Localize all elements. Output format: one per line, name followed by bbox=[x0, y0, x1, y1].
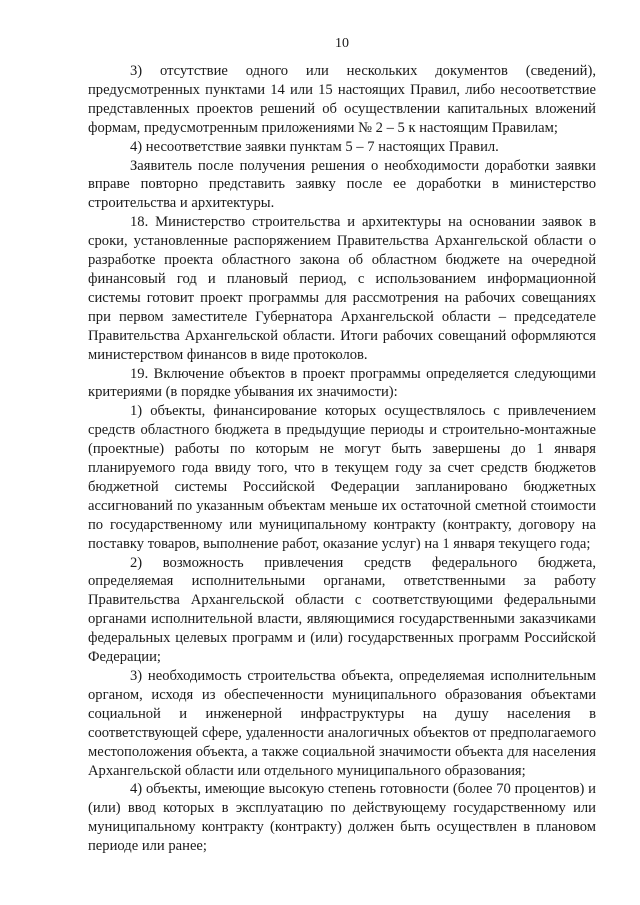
page-number: 10 bbox=[335, 36, 349, 51]
criterion-2: 2) возможность привлечения средств федерального бюджета, определяемая исполнительными органами, ответственными за работу Правительства Архангельской области с соответствующими федеральными органами исполнительной власти, являющимися государственными заказчиками федеральных целевых программ и (или) государственных программ Российской Федерации; bbox=[88, 554, 596, 666]
paragraph-18: 18. Министерство строительства и архитектуры на основании заявок в сроки, установленные распоряжением Правительства Архангельской области о разработке проекта областного закона об областном бюджете на очередной финансовый год и плановый период, с использованием информационной системы готовит проект программы для рассмотрения на рабочих совещаниях при первом заместителе Губернатора Архангельской области – председателе Правительства Архангельской области. Итоги рабочих совещаний оформляются министерством финансов в виде протоколов. bbox=[88, 214, 596, 363]
paragraph-item-3: 3) отсутствие одного или нескольких документов (сведений), предусмотренных пунктами 14 или 15 настоящих Правил, либо несоответствие представленных проектов решений об осуществлении капитальных вложений формам, предусмотренным приложениями № 2 – 5 к настоящим Правилам; bbox=[88, 63, 596, 136]
paragraph-applicant-resubmission: Заявитель после получения решения о необходимости доработки заявки вправе повторно представить заявку после ее доработки в министерство строительства и архитектуры. bbox=[88, 157, 596, 212]
criterion-1: 1) объекты, финансирование которых осуществлялось с привлечением средств областного бюджета в предыдущие периоды и строительно-монтажные (проектные) работы по которым не могут быть завершены до 1 января планируемого года ввиду того, что в текущем году за счет средств бюджетов бюджетной системы Российской Федерации запланировано бюджетных ассигнований по указанным объектам меньше их остаточной сметной стоимости по государственному или муниципальному контракту (контракту, договору на поставку товаров, выполнение работ, оказание услуг) на 1 января текущего года; bbox=[88, 403, 596, 552]
paragraph-item-4: 4) несоответствие заявки пунктам 5 – 7 настоящих Правил. bbox=[130, 138, 499, 155]
criterion-4: 4) объекты, имеющие высокую степень готовности (более 70 процентов) и (или) ввод которых в эксплуатацию по действующему государственному или муниципальному контракту (контракту) должен быть осуществлен в плановом периоде или ранее; bbox=[88, 781, 596, 855]
paragraph-19: 19. Включение объектов в проект программы определяется следующими критериями (в порядке убывания их значимости): bbox=[88, 365, 596, 401]
criterion-3: 3) необходимость строительства объекта, определяемая исполнительным органом, исходя из обеспеченности муниципального образования объектами социальной и инженерной инфраструктуры на душу населения в соответствующей сфере, удаленности аналогичных объектов от предполагаемого местоположения объекта, а также социальной значимости объекта для населения Архангельской области или отдельного муниципального образования; bbox=[88, 668, 596, 779]
